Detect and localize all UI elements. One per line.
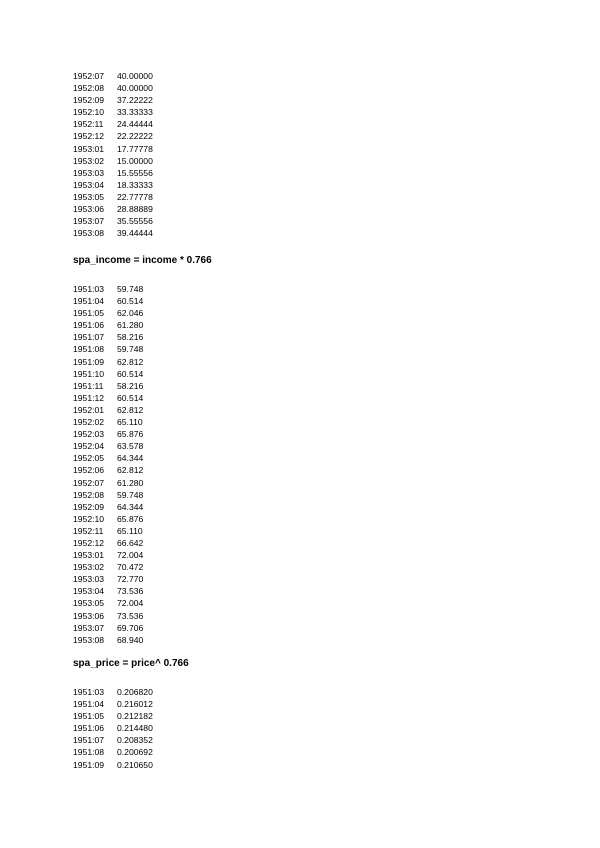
data-row: [73, 722, 153, 734]
row-date: 1951:03: [73, 687, 105, 697]
data-row: [73, 525, 143, 537]
row-value: 18.33333: [117, 179, 153, 190]
data-row: [73, 734, 153, 746]
row-value: 0.216012: [117, 699, 153, 710]
row-date: 1951:09: [73, 759, 105, 770]
data-row: [73, 331, 143, 343]
row-value: 62.046: [117, 308, 144, 319]
top-data-list: [73, 70, 153, 239]
row-value: 39.44444: [117, 228, 153, 239]
row-date: 1951:04: [73, 699, 105, 710]
data-row: [73, 622, 143, 634]
data-row: [73, 203, 153, 215]
price-data-list: [73, 686, 153, 771]
row-value: 60.514: [117, 368, 144, 379]
row-date: 1952:09: [73, 95, 105, 106]
row-value: 0.206820: [117, 687, 153, 697]
row-value: 0.208352: [117, 735, 153, 746]
row-date: 1952:01: [73, 404, 105, 415]
row-date: 1952:11: [73, 525, 104, 536]
row-date: 1952:04: [73, 441, 105, 452]
row-value: 70.472: [117, 562, 144, 573]
data-row: [73, 368, 143, 380]
row-date: 1953:06: [73, 204, 105, 215]
row-value: 59.748: [117, 344, 144, 355]
row-date: 1951:05: [73, 711, 105, 722]
row-value: 66.642: [117, 537, 144, 548]
row-date: 1953:03: [73, 167, 105, 178]
row-value: 65.110: [117, 417, 143, 428]
row-value: 64.344: [117, 453, 144, 464]
row-date: 1952:12: [73, 537, 105, 548]
row-date: 1951:03: [73, 284, 105, 294]
data-row: [73, 561, 143, 573]
data-row: [73, 191, 153, 203]
data-row: [73, 416, 143, 428]
row-date: 1951:12: [73, 392, 105, 403]
row-value: 72.770: [117, 574, 144, 585]
row-value: 60.514: [117, 296, 144, 307]
data-row: [73, 392, 143, 404]
row-date: 1953:04: [73, 586, 105, 597]
row-value: 65.110: [117, 525, 143, 536]
row-value: 15.55556: [117, 167, 153, 178]
data-row: [73, 440, 143, 452]
row-value: 59.748: [117, 489, 144, 500]
row-value: 24.44444: [117, 119, 153, 130]
row-date: 1952:12: [73, 131, 105, 142]
row-value: 73.536: [117, 610, 144, 621]
data-row: [73, 404, 143, 416]
data-row: [73, 356, 143, 368]
row-date: 1952:08: [73, 83, 105, 94]
data-row: [73, 94, 153, 106]
row-value: 61.280: [117, 320, 144, 331]
row-date: 1951:07: [73, 332, 105, 343]
data-row: [73, 501, 143, 513]
data-row: [73, 489, 143, 501]
data-row: [73, 585, 143, 597]
data-row: [73, 537, 143, 549]
row-value: 69.706: [117, 622, 144, 633]
data-row: [73, 106, 153, 118]
data-row: [73, 428, 143, 440]
data-row: [73, 283, 143, 295]
row-date: 1953:05: [73, 598, 105, 609]
row-date: 1953:08: [73, 634, 105, 645]
row-value: 62.812: [117, 356, 144, 367]
row-value: 65.876: [117, 513, 144, 524]
row-value: 61.280: [117, 477, 144, 488]
data-row: [73, 319, 143, 331]
data-row: [73, 118, 153, 130]
data-row: [73, 155, 153, 167]
row-date: 1953:01: [73, 550, 105, 561]
data-row: [73, 167, 153, 179]
data-row: [73, 759, 153, 771]
price-heading: spa_price = price^ 0.766: [73, 658, 189, 669]
row-date: 1951:08: [73, 344, 105, 355]
row-date: 1952:02: [73, 417, 105, 428]
row-value: 35.55556: [117, 216, 153, 227]
row-value: 64.344: [117, 501, 144, 512]
row-date: 1952:03: [73, 429, 105, 440]
row-value: 0.214480: [117, 723, 153, 734]
data-row: [73, 573, 143, 585]
row-date: 1951:06: [73, 723, 105, 734]
row-value: 15.00000: [117, 155, 153, 166]
row-date: 1953:04: [73, 179, 105, 190]
row-value: 65.876: [117, 429, 144, 440]
row-date: 1951:06: [73, 320, 105, 331]
row-value: 62.812: [117, 465, 144, 476]
data-row: [73, 746, 153, 758]
data-row: [73, 464, 143, 476]
row-value: 62.812: [117, 404, 144, 415]
row-value: 37.22222: [117, 95, 153, 106]
data-row: [73, 634, 143, 646]
data-row: [73, 307, 143, 319]
data-row: [73, 70, 153, 82]
row-date: 1952:10: [73, 513, 105, 524]
row-value: 28.88889: [117, 204, 153, 215]
row-value: 72.004: [117, 598, 144, 609]
row-date: 1952:07: [73, 477, 105, 488]
data-row: [73, 549, 143, 561]
row-value: 17.77778: [117, 143, 153, 154]
row-date: 1951:09: [73, 356, 105, 367]
row-value: 0.212182: [117, 711, 153, 722]
row-date: 1953:08: [73, 228, 105, 239]
row-value: 0.200692: [117, 747, 153, 758]
income-data-list: [73, 283, 143, 646]
row-date: 1952:09: [73, 501, 105, 512]
data-row: [73, 215, 153, 227]
data-row: [73, 686, 153, 698]
data-row: [73, 130, 153, 142]
row-date: 1953:02: [73, 155, 105, 166]
data-row: [73, 597, 143, 609]
data-row: [73, 710, 153, 722]
data-row: [73, 698, 153, 710]
row-value: 22.77778: [117, 191, 153, 202]
row-date: 1952:11: [73, 119, 104, 130]
row-value: 40.00000: [117, 83, 153, 94]
row-date: 1953:07: [73, 216, 105, 227]
row-date: 1952:06: [73, 465, 105, 476]
row-value: 60.514: [117, 392, 144, 403]
row-value: 58.216: [117, 332, 144, 343]
row-date: 1951:10: [73, 368, 105, 379]
row-date: 1951:08: [73, 747, 105, 758]
row-date: 1953:01: [73, 143, 105, 154]
row-value: 68.940: [117, 634, 144, 645]
row-value: 58.216: [117, 380, 144, 391]
row-date: 1951:05: [73, 308, 105, 319]
row-date: 1953:03: [73, 574, 105, 585]
row-date: 1952:07: [73, 71, 105, 81]
data-row: [73, 513, 143, 525]
data-row: [73, 295, 143, 307]
row-value: 73.536: [117, 586, 144, 597]
row-date: 1952:10: [73, 107, 105, 118]
row-value: 22.22222: [117, 131, 153, 142]
row-value: 40.00000: [117, 71, 153, 81]
row-date: 1951:11: [73, 380, 104, 391]
data-row: [73, 179, 153, 191]
data-row: [73, 477, 143, 489]
row-value: 72.004: [117, 550, 144, 561]
data-row: [73, 143, 153, 155]
data-row: [73, 227, 153, 239]
row-value: 33.33333: [117, 107, 153, 118]
data-row: [73, 380, 143, 392]
row-date: 1953:06: [73, 610, 105, 621]
row-date: 1951:04: [73, 296, 105, 307]
row-date: 1951:07: [73, 735, 105, 746]
row-date: 1953:05: [73, 191, 105, 202]
data-row: [73, 610, 143, 622]
row-date: 1953:02: [73, 562, 105, 573]
row-date: 1952:05: [73, 453, 105, 464]
row-date: 1953:07: [73, 622, 105, 633]
row-value: 63.578: [117, 441, 144, 452]
data-row: [73, 82, 153, 94]
row-value: 0.210650: [117, 759, 153, 770]
row-value: 59.748: [117, 284, 144, 294]
income-heading: spa_income = income * 0.766: [73, 255, 212, 266]
data-row: [73, 452, 143, 464]
row-date: 1952:08: [73, 489, 105, 500]
data-row: [73, 343, 143, 355]
